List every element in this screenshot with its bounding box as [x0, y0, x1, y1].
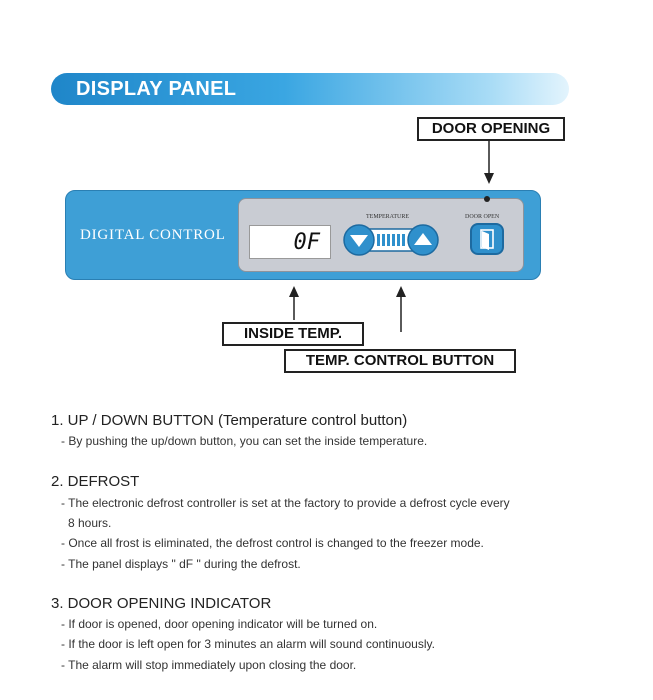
section-heading-3: 3. DOOR OPENING INDICATOR [51, 595, 272, 612]
section-2-line-1: - The electronic defrost controller is set at the factory to provide a defrost cycle every [61, 496, 510, 510]
temp-down-button[interactable] [344, 225, 374, 255]
section-2-line-2: 8 hours. [68, 516, 112, 530]
temp-control-label: TEMP. CONTROL BUTTON [284, 349, 516, 373]
door-icon [472, 225, 502, 253]
temp-control-arrow [394, 286, 408, 334]
section-1-line-1: - By pushing the up/down button, you can set the inside temperature. [61, 434, 428, 448]
door-indicator-dot [484, 196, 490, 202]
door-open-label: DOOR OPEN [465, 214, 500, 220]
display-readout: 0F [293, 230, 320, 255]
section-banner [51, 73, 569, 105]
banner-title: DISPLAY PANEL [76, 78, 237, 100]
door-open-button[interactable] [470, 223, 504, 255]
temperature-label: TEMPERATURE [366, 214, 410, 220]
control-inner-panel [238, 198, 524, 272]
section-3-line-1: - If door is opened, door opening indicator will be turned on. [61, 617, 378, 631]
panel-title: DIGITAL CONTROL [80, 227, 226, 243]
section-heading-2: 2. DEFROST [51, 473, 140, 490]
section-3-line-3: - The alarm will stop immediately upon closing the door. [61, 658, 357, 672]
temp-up-button[interactable] [408, 225, 438, 255]
section-heading-1: 1. UP / DOWN BUTTON (Temperature control button) [51, 412, 408, 429]
temperature-control [343, 224, 439, 256]
inside-temp-label: INSIDE TEMP. [222, 322, 364, 346]
door-opening-arrow [482, 141, 496, 185]
door-opening-label: DOOR OPENING [417, 117, 565, 141]
temperature-display [249, 225, 331, 259]
section-3-line-2: - If the door is left open for 3 minutes an alarm will sound continuously. [61, 637, 435, 651]
section-2-line-3: - Once all frost is eliminated, the defrost control is changed to the freezer mode. [61, 536, 484, 550]
control-panel [65, 190, 541, 280]
inside-temp-arrow [287, 286, 301, 322]
section-2-line-4: - The panel displays " dF " during the defrost. [61, 557, 301, 571]
